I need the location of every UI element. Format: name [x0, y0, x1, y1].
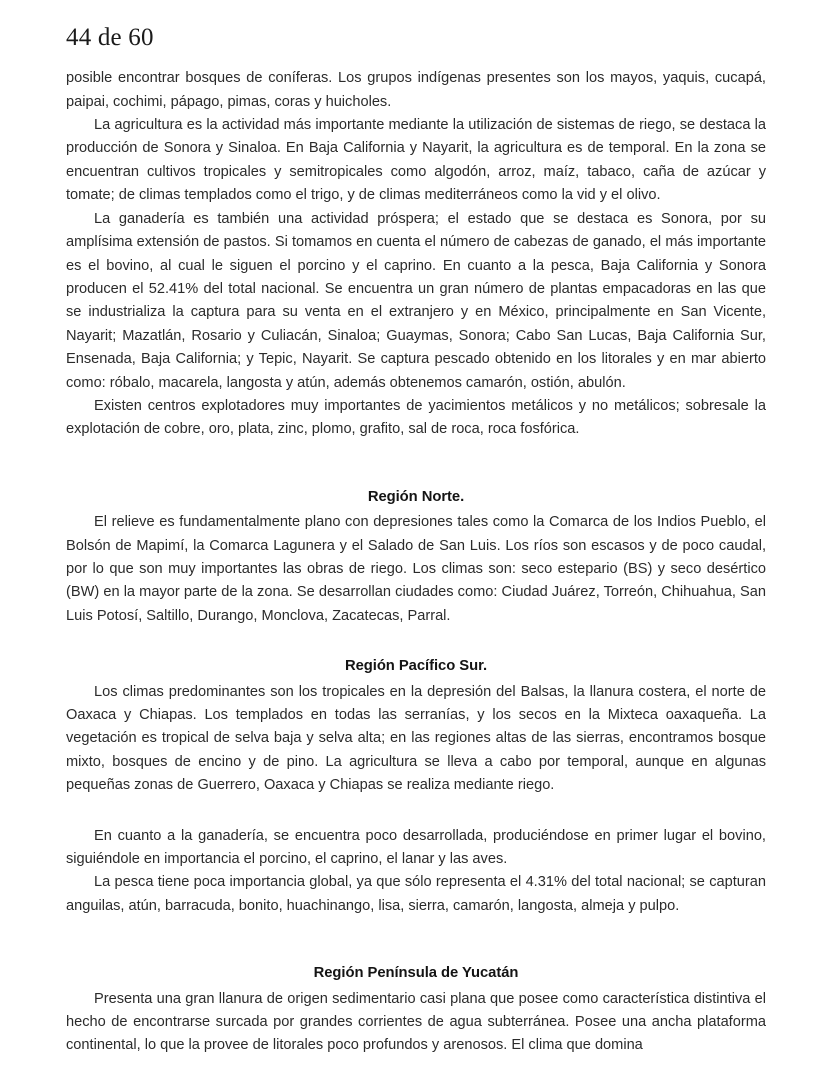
- spacer-before-region-yucatan: [66, 918, 766, 962]
- section-heading-region-norte: Región Norte.: [367, 488, 465, 505]
- spacer-before-region-norte: [66, 442, 766, 486]
- paragraph-yucatan-llanura: Presenta una gran llanura de origen sedimentario casi plana que posee como característica distintiva el hecho de encontrarse surcada por grandes corrientes de agua subterránea. Posee una ancha plataforma continental, lo que la provee de litorales poco profundos y arenosos. El clima que domina: [66, 990, 766, 1054]
- section-heading-region-peninsula-yucatan: Región Península de Yucatán: [313, 965, 519, 982]
- paragraph-pacifico-pesca: La pesca tiene poca importancia global, ya que sólo representa el 4.31% del total nacional; se capturan anguilas, atún, barracuda, bonito, huachinango, lisa, sierra, camarón, langosta, almeja y pulpo.: [66, 874, 766, 914]
- paragraph-pacifico-ganaderia: En cuanto a la ganadería, se encuentra poco desarrollada, produciéndose en primer lugar el bovino, siguiéndole en importancia el porcino, el caprino, el lanar y las aves.: [66, 827, 766, 868]
- section-heading-region-pacifico-sur: Región Pacífico Sur.: [344, 658, 488, 675]
- paragraph-agricultura: La agricultura es la actividad más importante mediante la utilización de sistemas de riego, se destaca la producción de Sonora y Sinaloa. En Baja California y Nayarit, la agricultura es de temporal. En la zona se encuentran cultivos tropicales y semitropicales como algodón, arroz, maíz, tabaco, caña de azúcar y tomate; de climas templados como el trigo, y de climas mediterráneos como la vid y el olivo.: [66, 117, 766, 204]
- paragraph-pacifico-climas: Los climas predominantes son los tropicales en la depresión del Balsas, la llanura costera, el norte de Oaxaca y Chiapas. Los templados en todas las serranías, y los secos en la Mixteca oaxaqueña. La vegetación es tropical de selva baja y selva alta; en las regiones altas de las sierras, encontramos bosque mixto, bosques de encino y de pino. La agricultura se lleva a cabo por temporal, aunque en algunas pequeñas zonas de Guerrero, Oaxaca y Chiapas se realiza mediante riego.: [66, 683, 766, 794]
- paragraph-norte-relieve: El relieve es fundamentalmente plano con depresiones tales como la Comarca de los Indios Pueblo, el Bolsón de Mapimí, la Comarca Lagunera y el Salado de San Luis. Los ríos son escasos y de poco caudal, por lo que son muy importantes las obras de riego. Los climas son: seco estepario (BS) y seco desértico (BW) en la mayor parte de la zona. Se desarrollan ciudades como: Ciudad Juárez, Torreón, Chihuahua, San Luis Potosí, Saltillo, Durango, Monclova, Zacatecas, Parral.: [66, 514, 766, 624]
- paragraph-ganaderia: La ganadería es también una actividad próspera; el estado que se destaca es Sonora, por su amplísima extensión de pastos. Si tomamos en cuenta el número de cabezas de ganado, el más importante es el bovino, al cual le siguen el porcino y el caprino. En cuanto a la pesca, Baja California y Sonora producen el 52.41% del total nacional. Se encuentra un gran número de plantas empacadoras en las que se industrializa la captura para su venta en el extranjero y en México, principalmente en San Vicente, Nayarit; Mazatlán, Rosario y Culiacán, Sinaloa; Guaymas, Sonora; Cabo San Lucas, Baja California Sur, Ensenada, Baja California; y Tepic, Nayarit. Se captura pescado obtenido en los litorales y en mar abierto como: róbalo, macarela, langosta y atún, además obtenemos camarón, ostión, abulón.: [66, 210, 766, 391]
- page-number: 44 de 60: [66, 24, 154, 51]
- spacer-before-pacifico-ganaderia: [66, 798, 766, 825]
- paragraph-coniferas: posible encontrar bosques de coníferas. Los grupos indígenas presentes son los mayos, yaquis, cucapá, paipai, cochimi, pápago, pimas, coras y huicholes.: [66, 70, 766, 110]
- spacer-before-region-pacifico-sur: [66, 628, 766, 655]
- paragraph-yacimientos: Existen centros explotadores muy importantes de yacimientos metálicos y no metálicos; sobresale la explotación de cobre, oro, plata, zinc, plomo, grafito, sal de roca, roca fosfórica.: [66, 397, 766, 438]
- page-content: [66, 22, 766, 1058]
